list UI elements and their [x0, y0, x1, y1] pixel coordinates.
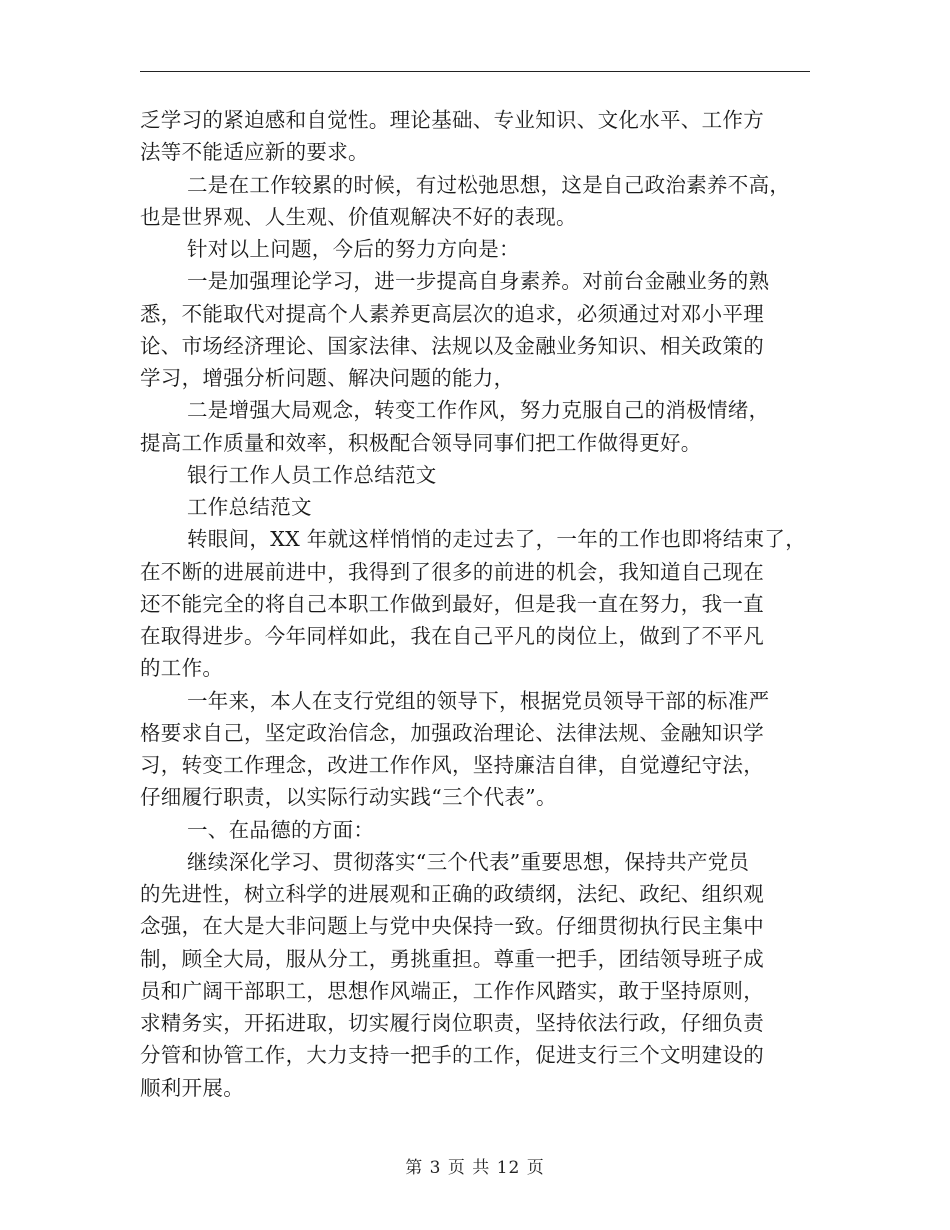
paragraph-start-line: 二是增强大局观念，转变工作作风，努力克服自己的消极情绪，: [187, 398, 770, 423]
paragraph-line: 学习，增强分析问题、解决问题的能力，: [140, 366, 515, 390]
paragraph-line: 格要求自己，坚定政治信念，加强政治理论、法律法规、金融知识学: [140, 720, 764, 745]
paragraph-line: 在不断的进展前进中，我得到了很多的前进的机会，我知道自己现在: [140, 559, 764, 584]
document-body: [140, 104, 814, 1104]
paragraph-line: 提高工作质量和效率，积极配合领导同事们把工作做得更好。: [140, 430, 702, 455]
paragraph-line: 念强，在大是大非问题上与党中央保持一致。仔细贯彻执行民主集中: [140, 914, 764, 939]
paragraph-line: 乏学习的紧迫感和自觉性。理论基础、专业知识、文化水平、工作方: [140, 108, 764, 132]
paragraph-line: 的先进性，树立科学的进展观和正确的政绩纲，法纪、政纪、组织观: [140, 882, 764, 906]
paragraph-line: 也是世界观、人生观、价值观解决不好的表现。: [140, 204, 577, 229]
paragraph-line: 悉，不能取代对提高个人素养更高层次的追求，必须通过对邓小平理: [140, 301, 764, 326]
paragraph-line: 制，顾全大局，服从分工，勇挑重担。尊重一把手，团结领导班子成: [140, 946, 764, 971]
paragraph-start-line: 一是加强理论学习，进一步提高自身素养。对前台金融业务的熟: [187, 269, 770, 294]
paragraph-line: 求精务实，开拓进取，切实履行岗位职责，坚持依法行政，仔细负责: [140, 1011, 764, 1035]
header-rule: [140, 71, 810, 72]
paragraph-line: 论、市场经济理论、国家法律、法规以及金融业务知识、相关政策的: [140, 333, 764, 358]
paragraph-line: 法等不能适应新的要求。: [140, 140, 369, 165]
paragraph-start-line: 转眼间，XX 年就这样悄悄的走过去了，一年的工作也即将结束了，: [187, 527, 807, 552]
paragraph-line: 仔细履行职责，以实际行动实践“三个代表”。: [140, 785, 557, 810]
paragraph-start-line: 工作总结范文: [187, 495, 312, 519]
paragraph-start-line: 一年来，本人在支行党组的领导下，根据党员领导干部的标准严: [187, 688, 770, 713]
paragraph-start-line: 二是在工作较累的时候，有过松弛思想，这是自己政治素养不高，: [187, 172, 791, 197]
paragraph-start-line: 继续深化学习、贯彻落实“三个代表”重要思想，保持共产党员: [187, 849, 750, 874]
paragraph-line: 员和广阔干部职工，思想作风端正，工作作风踏实，敢于坚持原则，: [140, 978, 764, 1003]
paragraph-line: 顺利开展。: [140, 1075, 244, 1100]
paragraph-line: 在取得进步。今年同样如此，我在自己平凡的岗位上，做到了不平凡: [140, 624, 764, 648]
paragraph-line: 的工作。: [140, 656, 224, 681]
paragraph-line: 还不能完全的将自己本职工作做到最好，但是我一直在努力，我一直: [140, 591, 764, 616]
paragraph-start-line: 一、在品德的方面：: [187, 817, 375, 842]
paragraph-start-line: 银行工作人员工作总结范文: [187, 462, 437, 487]
paragraph-line: 习，转变工作理念，改进工作作风，坚持廉洁自律，自觉遵纪守法，: [140, 753, 764, 777]
page-number-footer: 第 3 页 共 12 页: [405, 1158, 545, 1178]
paragraph-start-line: 针对以上问题，今后的努力方向是：: [187, 237, 520, 261]
paragraph-line: 分管和协管工作，大力支持一把手的工作，促进支行三个文明建设的: [140, 1043, 764, 1068]
